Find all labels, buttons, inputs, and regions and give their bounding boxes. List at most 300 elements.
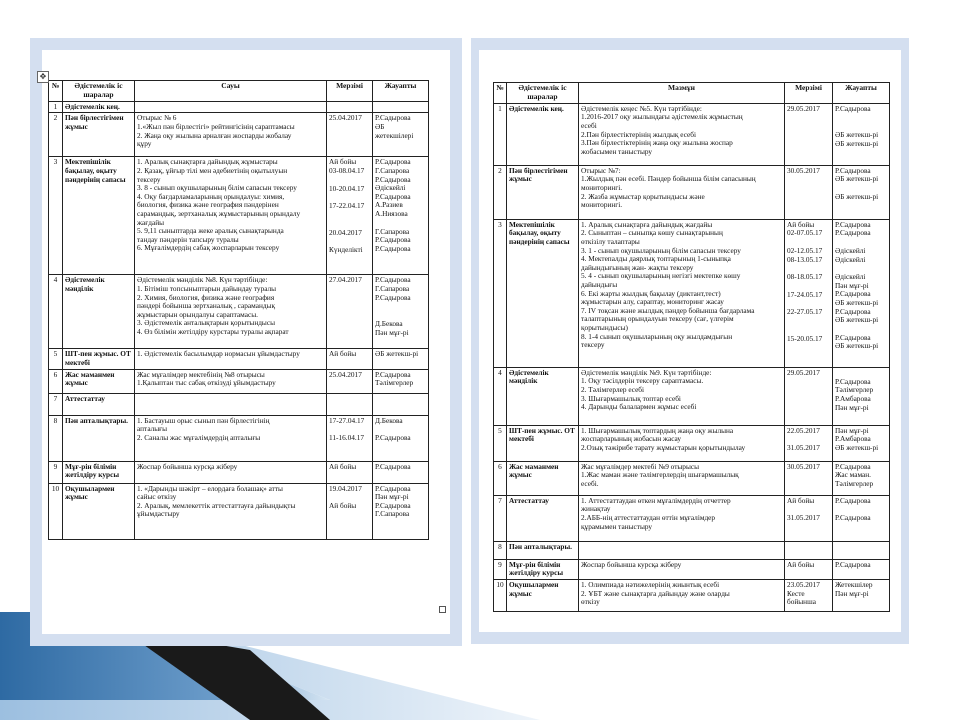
column-header: Мерзімі — [327, 81, 373, 102]
cell-line: 08-13.05.17 — [787, 254, 823, 264]
cell-line: дайындығы — [581, 279, 618, 289]
cell-line: Г.Сапарова — [375, 283, 410, 293]
cell-line: Р.Садырова — [835, 165, 871, 175]
cell-line: 2. Аралық, мемлекеттік аттестаттауға дайындықты — [137, 500, 296, 510]
responsible-person — [833, 219, 890, 367]
responsible-person — [373, 415, 429, 461]
cell-line: жинақтау — [581, 504, 611, 514]
cell-line: Р.Садырова — [835, 513, 871, 523]
cell-line: 1. «Дарынды шәкірт – елордаға болашақ» атты — [137, 483, 283, 493]
activity-content — [135, 393, 327, 415]
column-header: Мерзімі — [785, 83, 833, 104]
activity-title: Жас маманмен жұмыс — [507, 461, 579, 495]
row-number: 3 — [494, 219, 507, 367]
cell-line: 6. Мұғалімдердің сабақ жоспарларын тексеру — [137, 243, 280, 253]
cell-line: жағдайы — [137, 217, 165, 227]
table-row — [494, 103, 890, 165]
cell-line: құру — [137, 139, 152, 149]
cell-line: ӘБ жетекш-рі — [835, 174, 879, 184]
responsible-person — [373, 157, 429, 275]
cell-line: өткізу — [581, 597, 600, 607]
cell-line: мониторингі. — [581, 200, 623, 210]
cell-line: 1. Бітіміш топсыныптарын дайындау туралы — [137, 283, 277, 293]
cell-line: жұмыстарын алу, сараптау, мониторинг жасау — [581, 297, 724, 307]
cell-line: 27.04.2017 — [329, 275, 362, 285]
table-row — [49, 101, 429, 113]
cell-line: Г.Сапарова — [375, 226, 410, 236]
cell-line: Р.Садырова — [375, 433, 411, 443]
cell-line: Кесте — [787, 588, 805, 598]
cell-line: 29.05.2017 — [787, 367, 820, 377]
cell-line: Әдіскейлі — [835, 245, 866, 255]
cell-line: Пән мұғ-рі — [835, 425, 869, 435]
table-row — [49, 483, 429, 539]
activity-date — [785, 461, 833, 495]
table-row — [494, 461, 890, 495]
cell-line: Р.Садырова — [835, 103, 871, 113]
cell-line: есебі. — [581, 478, 599, 488]
cell-line: 4. Өз білімін жетілдіру курстары туралы ақпарат — [137, 326, 289, 336]
table-row — [494, 425, 890, 461]
activity-date — [327, 157, 373, 275]
activity-content — [135, 113, 327, 157]
cell-line — [329, 211, 370, 220]
cell-line: жұмыстарын орындалуы сараптамасы. — [137, 309, 258, 319]
table-row — [494, 579, 890, 611]
column-header: Әдістемелік іс шаралар — [507, 83, 579, 104]
table-row — [494, 495, 890, 541]
activity-date — [327, 415, 373, 461]
cell-line: Жетекшілер — [835, 579, 873, 589]
cell-line: 2.АББ-нің аттестаттаудан өттін мұғалімдер — [581, 512, 716, 522]
cell-line: биология, физика және география пәндерінен — [137, 200, 279, 210]
row-number: 1 — [494, 103, 507, 165]
cell-line: Тәлімгерлер — [835, 385, 874, 395]
cell-line: Р.Садырова — [375, 157, 411, 167]
cell-line: 29.05.2017 — [787, 103, 820, 113]
responsible-person — [373, 369, 429, 393]
left-plan-table — [48, 80, 429, 540]
table-resize-handle[interactable] — [439, 606, 446, 613]
table-row — [494, 541, 890, 559]
cell-line: 19.04.2017 — [329, 483, 362, 493]
activity-date — [785, 495, 833, 541]
cell-line: Р.Садырова — [375, 369, 411, 379]
row-number: 9 — [494, 559, 507, 579]
cell-line: 4. Мектепалды даярлық топтарының 1-сыныпқа — [581, 254, 731, 264]
cell-line: Ай бойы — [329, 349, 357, 359]
cell-line: ӘБ жетекш-рі — [835, 315, 879, 325]
cell-line: 3. Әдістемелік анталықтарын қорытындысы — [137, 318, 275, 328]
cell-line: 08-18.05.17 — [787, 272, 823, 282]
cell-line: Р.Садырова — [375, 174, 411, 184]
activity-date — [785, 579, 833, 611]
activity-title: ШТ-пен жұмыс. ОТ мектебі — [63, 349, 135, 369]
cell-line: Р.Садырова — [375, 292, 411, 302]
cell-line: сарамандық, зертханалық жұмыстарының орындалу — [137, 208, 301, 218]
column-header: Әдістемелік іс шаралар — [63, 81, 135, 102]
activity-content — [135, 415, 327, 461]
cell-line: 5. 9,11 сыныптарда жеке аралық сынақтарында — [137, 226, 284, 236]
cell-line: Пән мұғ-рі — [375, 327, 409, 337]
responsible-person — [833, 461, 890, 495]
cell-line: 2. Жазба жұмыстар қорытындысы және — [581, 191, 705, 201]
cell-line: ұйымдастыру — [137, 509, 180, 519]
cell-line: мониторингі. — [581, 182, 623, 192]
responsible-person — [373, 483, 429, 539]
cell-line: Р.Садырова — [375, 461, 411, 471]
activity-content — [135, 101, 327, 113]
column-header: Сауы — [135, 81, 327, 102]
cell-line: 3. 8 - сынып оқушыларының білім сапасын тексеру — [137, 183, 297, 193]
table-row — [49, 369, 429, 393]
cell-line: Р.Садырова — [375, 500, 411, 510]
table-row — [49, 415, 429, 461]
activity-title: Пән апталықтары. — [63, 415, 135, 461]
cell-line: 31.05.2017 — [787, 513, 820, 523]
cell-line: Пән мұғ-рі — [835, 588, 869, 598]
activity-date — [785, 219, 833, 367]
right-plan-table — [493, 82, 890, 612]
activity-content — [579, 541, 785, 559]
activity-content — [579, 165, 785, 219]
cell-line: Ай бойы — [329, 501, 357, 511]
activity-title: Әдістемелік кең. — [507, 103, 579, 165]
cell-line: Р.Садырова — [835, 332, 871, 342]
cell-line: Р.Садырова — [375, 191, 411, 201]
cell-line: 2. Жаңа оқу жылына арналған жоспарды жобалау — [137, 130, 292, 140]
column-header: № — [49, 81, 63, 102]
responsible-person — [833, 541, 890, 559]
column-header: № — [494, 83, 507, 104]
row-number: 6 — [49, 369, 63, 393]
activity-date — [327, 461, 373, 483]
activity-date — [785, 425, 833, 461]
cell-line: 4. Дарынды балалармен жұмыс есебі — [581, 402, 697, 412]
cell-line: Әдіскейлі — [835, 254, 866, 264]
cell-line — [375, 302, 426, 311]
cell-line: 11-16.04.17 — [329, 433, 364, 443]
cell-line: А.Ниязова — [375, 208, 408, 218]
activity-date — [327, 393, 373, 415]
cell-line: Жас маман. — [835, 470, 871, 480]
activity-date — [785, 367, 833, 425]
right-document-page — [471, 38, 909, 644]
table-row — [494, 165, 890, 219]
left-page-sheet — [42, 50, 450, 634]
row-number: 7 — [49, 393, 63, 415]
cell-line: 17-24.05.17 — [787, 289, 823, 299]
cell-line: Пән мұғ-рі — [835, 280, 869, 290]
activity-date — [327, 275, 373, 349]
cell-line: 22.05.2017 — [787, 425, 820, 435]
cell-line: 1.Жас маман және тәлімгерлердің шығармашылық — [581, 470, 739, 480]
cell-line: 1.Жылдық пән есебі. Пәндер бойынша білім сапасының — [581, 174, 756, 184]
cell-line — [787, 317, 830, 326]
cell-line: 31.05.2017 — [787, 443, 820, 453]
cell-line: 2. Саналы жас мұғалімдердің апталығы — [137, 432, 261, 442]
cell-line: 1. Әдістемелік басылымдар нормасын ұйымдастыру — [137, 349, 300, 359]
cell-line: 2. Тәлімгерлер есебі — [581, 384, 645, 394]
row-number: 7 — [494, 495, 507, 541]
table-row — [494, 559, 890, 579]
cell-line: 30.05.2017 — [787, 461, 820, 471]
cell-line: Р.Садырова — [375, 113, 411, 123]
activity-title: Пән бірлестігімен жұмыс — [507, 165, 579, 219]
cell-line: 1.2016-2017 оқу жылындағы әдістемелік жұмыстың — [581, 112, 743, 122]
cell-line: жоспарларының жобасын жасау — [581, 434, 682, 444]
cell-line: 1.Қалыптан тыс сабақ өткізуді ұйымдастыру — [137, 378, 276, 388]
cell-line: ӘБ жетекш-рі — [835, 138, 879, 148]
cell-line: Пән мұғ-рі — [835, 402, 869, 412]
cell-line: Р.Садырова — [835, 461, 871, 471]
cell-line: Ай бойы — [787, 559, 815, 569]
responsible-person — [373, 113, 429, 157]
cell-line: 4. Оқу бағдарламаларының орындалуы: химия, — [137, 191, 285, 201]
cell-line: жетекшілері — [375, 130, 414, 140]
cell-line: апталығы — [137, 424, 168, 434]
cell-line: А.Разиев — [375, 200, 403, 210]
cell-line: 1. Олимпиада нәтижелерінің жиынтық есебі — [581, 579, 720, 589]
responsible-person — [833, 165, 890, 219]
responsible-person — [373, 393, 429, 415]
cell-line: 1. Аралық сынақтарға дайындық жұмыстары — [137, 157, 278, 167]
activity-content — [579, 579, 785, 611]
activity-date — [785, 165, 833, 219]
activity-date — [327, 369, 373, 393]
cell-line: 2.Озық тәжірибе тарату жұмыстарын қорытындылау — [581, 442, 746, 452]
cell-line: Р.Садырова — [835, 559, 871, 569]
column-header: Жауапты — [373, 81, 429, 102]
row-number: 9 — [49, 461, 63, 483]
cell-line: 20.04.2017 — [329, 227, 362, 237]
activity-title: Оқушылармен жұмыс — [63, 483, 135, 539]
activity-content — [135, 369, 327, 393]
cell-line: ӘБ жетекш-рі — [835, 341, 879, 351]
cell-line: Жоспар бойынша курсқа жіберу — [137, 461, 238, 471]
right-page-sheet — [479, 50, 901, 632]
activity-date — [327, 349, 373, 369]
cell-line: жобасымен таныстыру — [581, 146, 653, 156]
activity-title: Мектепішілік бақылау, оқыту пәндерінің сапасы — [63, 157, 135, 275]
cell-line: сайыс өткізу — [137, 492, 177, 502]
activity-date — [327, 101, 373, 113]
cell-line: Р.Амбарова — [835, 434, 871, 444]
activity-date — [327, 483, 373, 539]
responsible-person — [373, 349, 429, 369]
cell-line: пәндері бойынша зертханалық , сарамандық — [137, 301, 276, 311]
cell-line: 02-07.05.17 — [787, 228, 823, 238]
column-header: Жауапты — [833, 83, 890, 104]
column-header: Мазмұн — [579, 83, 785, 104]
cell-line: өткізілу талаптары — [581, 236, 640, 246]
cell-line: Р.Садырова — [835, 306, 871, 316]
activity-title: Мұғ-рін білімін жетілдіру курсы — [63, 461, 135, 483]
cell-line: Р.Садырова — [375, 235, 411, 245]
row-number: 10 — [49, 483, 63, 539]
cell-line: 25.04.2017 — [329, 113, 362, 123]
cell-line: 6. Екі жарты жылдық бақылау (диктант,тест) — [581, 288, 721, 298]
cell-line: Жас мұғалімдер мектебі №9 отырысы — [581, 461, 699, 471]
cell-line: 8. 1-4 сынып оқушыларының оқу жылдамдығын — [581, 331, 733, 341]
cell-line: 03-08.04.17 — [329, 165, 365, 175]
table-row — [494, 219, 890, 367]
cell-line: 10-20.04.17 — [329, 183, 365, 193]
cell-line: дайындығының жан- жақты тексеру — [581, 262, 694, 272]
cell-line: 2. Сыныптан – сыныпқа көшу сынақтарының — [581, 228, 723, 238]
activity-content — [135, 275, 327, 349]
row-number: 3 — [49, 157, 63, 275]
responsible-person — [833, 103, 890, 165]
cell-line: Р.Амбарова — [835, 393, 871, 403]
cell-line: Әдіскейлі — [835, 272, 866, 282]
activity-content — [135, 349, 327, 369]
cell-line: Р.Садырова — [375, 243, 411, 253]
cell-line: есебі — [581, 120, 597, 130]
table-row — [49, 113, 429, 157]
activity-content — [579, 461, 785, 495]
cell-line: тексеру — [581, 340, 605, 350]
row-number: 5 — [494, 425, 507, 461]
cell-line: Отырыс №7: — [581, 165, 621, 175]
table-row — [494, 367, 890, 425]
cell-line: қорытындысы) — [581, 323, 628, 332]
responsible-person — [833, 559, 890, 579]
cell-line — [835, 113, 887, 122]
table-move-handle-icon[interactable]: ✥ — [37, 71, 49, 83]
cell-line: 1. Аттестаттаудан өткен мұғалімдердің отчеттер — [581, 495, 731, 505]
cell-line: Р.Садырова — [375, 275, 411, 285]
cell-line: 02-12.05.17 — [787, 245, 823, 255]
table-row — [49, 157, 429, 275]
cell-line: Р.Садырова — [375, 483, 411, 493]
cell-line: 1.«Жыл пән бірлестігі» рейтингісінің сараптамасы — [137, 121, 295, 131]
cell-line: 2. Химия, биология, физика және география — [137, 292, 275, 302]
cell-line: Р.Садырова — [835, 228, 871, 238]
cell-line: Тәлімгерлер — [835, 478, 874, 488]
activity-date — [327, 113, 373, 157]
responsible-person — [373, 101, 429, 113]
cell-line: Ай бойы — [787, 219, 815, 229]
cell-line: Г.Сапарова — [375, 165, 410, 175]
cell-line: құрамымен таныстыру — [581, 521, 653, 531]
activity-content — [135, 157, 327, 275]
row-number: 8 — [494, 541, 507, 559]
cell-line: Әдістемелік мәнділік №8. Күн тәртібінде: — [137, 275, 268, 285]
cell-line: ӘБ жетекш-рі — [835, 297, 879, 307]
cell-line: Р.Садырова — [835, 376, 871, 386]
cell-line: ӘБ жетекш-рі — [835, 191, 879, 201]
activity-content — [579, 559, 785, 579]
cell-line: Жоспар бойынша курсқа жіберу — [581, 559, 682, 569]
cell-line: талаптарының орындалуын тексеру (сағ, үлгерім — [581, 314, 734, 324]
cell-line: Әдістемелік мәнділік №9. Күн тәртібінде: — [581, 367, 712, 377]
cell-line: 25.04.2017 — [329, 369, 362, 379]
cell-line: Р.Садырова — [835, 495, 871, 505]
cell-line: Ай бойы — [329, 157, 357, 167]
cell-line: 17-22.04.17 — [329, 201, 365, 211]
cell-line: 1. Аралық сынақтарға дайындық жағдайы — [581, 219, 713, 229]
activity-title: Аттестаттау — [63, 393, 135, 415]
cell-line: Д.Бекова — [375, 319, 403, 329]
activity-title: Әдістемелік кең. — [63, 101, 135, 113]
cell-line: Әдіскейлі — [375, 183, 406, 193]
cell-line: 1. Шығармашылық топтардың жаңа оқу жылына — [581, 425, 734, 435]
activity-content — [579, 219, 785, 367]
activity-title: Оқушылармен жұмыс — [507, 579, 579, 611]
table-row — [49, 275, 429, 349]
responsible-person — [833, 495, 890, 541]
activity-title: Мұғ-рін білімін жетілдіру курсы — [507, 559, 579, 579]
activity-title: Әдістемелік мәнділік — [507, 367, 579, 425]
activity-title: Жас маманмен жұмыс — [63, 369, 135, 393]
cell-line: ӘБ жетекш-рі — [835, 130, 879, 140]
cell-line: 3.Пән бірлестіктерінің жаңа оқу жылына жоспар — [581, 138, 733, 148]
responsible-person — [833, 425, 890, 461]
activity-title: Пән бірлестігімен жұмыс — [63, 113, 135, 157]
row-number: 2 — [494, 165, 507, 219]
cell-line: Отырыс № 6 — [137, 113, 177, 123]
activity-title: Аттестаттау — [507, 495, 579, 541]
responsible-person — [373, 275, 429, 349]
cell-line: 15-20.05.17 — [787, 333, 823, 343]
cell-line: Р.Садырова — [835, 289, 871, 299]
cell-line: бойынша — [787, 597, 816, 607]
cell-line: 1. Бастауыш орыс сынып пән бірлестігінің — [137, 415, 270, 425]
cell-line: Күнделікті — [329, 245, 363, 255]
cell-line: Г.Сапарова — [375, 509, 410, 519]
cell-line: тандау пәндерін тапсыру туралы — [137, 234, 239, 244]
cell-line: 7. IV тоқсан және жылдық пәндер бойынша бағдарлама — [581, 305, 755, 315]
table-row — [49, 461, 429, 483]
cell-line: Жас мұғалімдер мектебінің №8 отырысы — [137, 369, 265, 379]
activity-content — [579, 425, 785, 461]
activity-date — [785, 559, 833, 579]
cell-line: 1. Оқу тәсілдерін тексеру сараптамасы. — [581, 376, 704, 386]
responsible-person — [833, 579, 890, 611]
activity-date — [785, 541, 833, 559]
activity-date — [785, 103, 833, 165]
cell-line: 2. Қазақ, ұйғыр тілі мен әдебиетінің оқытылуын — [137, 165, 288, 175]
cell-line: Р.Садырова — [835, 219, 871, 229]
cell-line: Ай бойы — [787, 495, 815, 505]
cell-line: Пән мұғ-рі — [375, 492, 409, 502]
cell-line: Тәлімгерлер — [375, 378, 414, 388]
responsible-person — [833, 367, 890, 425]
cell-line: Д.Бекова — [375, 415, 403, 425]
cell-line: 23.05.2017 — [787, 579, 820, 589]
activity-content — [135, 483, 327, 539]
cell-line: 3. Шығармашылық топтар есебі — [581, 393, 681, 403]
row-number: 8 — [49, 415, 63, 461]
cell-line: Әдістемелік кеңес №5. Күн тәртібінде: — [581, 103, 702, 113]
activity-content — [579, 495, 785, 541]
row-number: 1 — [49, 101, 63, 113]
cell-line: тексеру — [137, 174, 161, 184]
cell-line: 30.05.2017 — [787, 165, 820, 175]
activity-content — [579, 103, 785, 165]
row-number: 6 — [494, 461, 507, 495]
cell-line: 17-27.04.17 — [329, 415, 365, 425]
row-number: 4 — [49, 275, 63, 349]
activity-content — [135, 461, 327, 483]
cell-line: 22-27.05.17 — [787, 307, 823, 317]
row-number: 10 — [494, 579, 507, 611]
responsible-person — [373, 461, 429, 483]
activity-title: Әдістемелік мәнділік — [63, 275, 135, 349]
row-number: 2 — [49, 113, 63, 157]
cell-line: ӘБ — [375, 121, 385, 131]
